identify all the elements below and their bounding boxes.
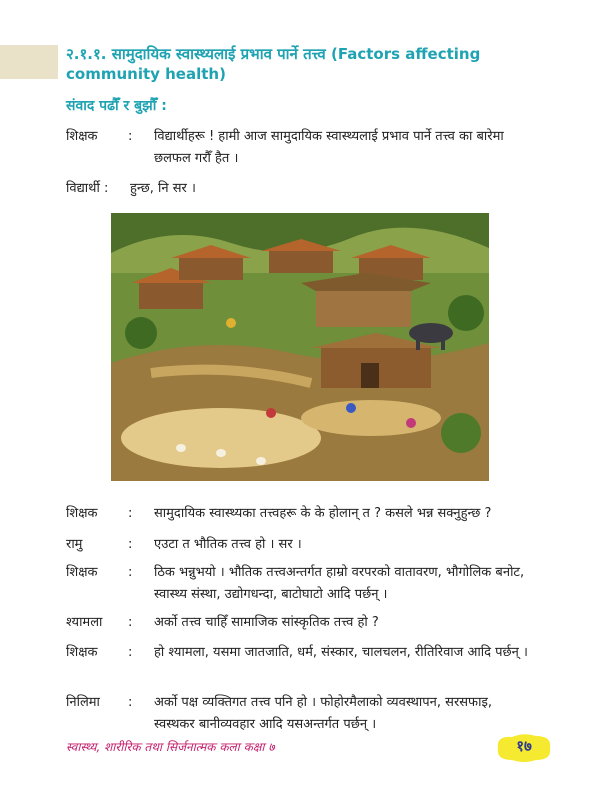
dialogue-line	[66, 642, 536, 664]
dialogue-line	[66, 534, 536, 556]
speaker-name: रामु	[66, 537, 83, 552]
colon: :	[128, 695, 133, 710]
colon: :	[128, 506, 133, 521]
dialogue-text: ठिक भन्नुभयो । भौतिक तत्त्वअन्तर्गत हाम्रो वरपरको वातावरण, भौगोलिक बनोट, स्वास्थ्य संस्था, उद्योगधन्दा, बाटोघाटो आदि पर्छन् ।	[154, 565, 525, 602]
dialogue-text: एउटा त भौतिक तत्त्व हो । सर ।	[154, 537, 302, 552]
community-illustration	[111, 213, 489, 481]
colon: :	[128, 565, 133, 580]
dialogue-line	[66, 692, 536, 736]
speaker-name: शिक्षक	[66, 645, 98, 660]
colon: :	[128, 645, 133, 660]
dialogue-text: अर्को पक्ष व्यक्तिगत तत्त्व पनि हो । फोहोरमैलाको व्यवस्थापन, सरसफाइ, स्वस्थकर बानीव्यवहार आदि यसअन्तर्गत पर्छन् ।	[154, 695, 492, 732]
dialogue-text: हो श्यामला, यसमा जातजाति, धर्म, संस्कार, चालचलन, रीतिरिवाज आदि पर्छन् ।	[154, 645, 528, 660]
speaker-name: श्यामला	[66, 615, 103, 630]
colon: :	[128, 615, 133, 630]
colon: :	[128, 537, 133, 552]
dialogue-line	[66, 562, 536, 606]
dialogue-line	[66, 178, 536, 200]
colon: :	[128, 129, 133, 144]
dialogue-text: अर्को तत्त्व चाहिँ सामाजिक सांस्कृतिक तत्त्व हो ?	[154, 615, 379, 630]
dialogue-text: विद्यार्थीहरू ! हामी आज सामुदायिक स्वास्थ्यलाई प्रभाव पार्ने तत्त्व का बारेमा छलफल गरौँ हैत ।	[154, 129, 504, 166]
speaker-name: शिक्षक	[66, 565, 98, 580]
speaker-name: निलिमा	[66, 695, 100, 710]
dialogue-line	[66, 503, 536, 525]
dialogue-text: हुन्छ, नि सर ।	[130, 181, 196, 196]
speaker-name: विद्यार्थी :	[66, 181, 109, 196]
speaker-name: शिक्षक	[66, 506, 98, 521]
dialogue-text: सामुदायिक स्वास्थ्यका तत्त्वहरू के के होलान् त ? कसले भन्न सक्नुहुन्छ ?	[154, 506, 492, 521]
speaker-name: शिक्षक	[66, 129, 98, 144]
subheading: संवाद पढौँ र बुझौँ :	[66, 98, 167, 114]
heading-accent-band	[0, 45, 58, 79]
section-heading: २.१.१. सामुदायिक स्वास्थ्यलाई प्रभाव पार्ने तत्त्व (Factors affecting community health)	[66, 45, 481, 83]
footer-book-title: स्वास्थ्य, शारीरिक तथा सिर्जनात्मक कला कक्षा ७	[66, 740, 275, 754]
dialogue-line	[66, 612, 536, 634]
page-number: १७	[516, 737, 532, 755]
dialogue-line	[66, 126, 536, 170]
